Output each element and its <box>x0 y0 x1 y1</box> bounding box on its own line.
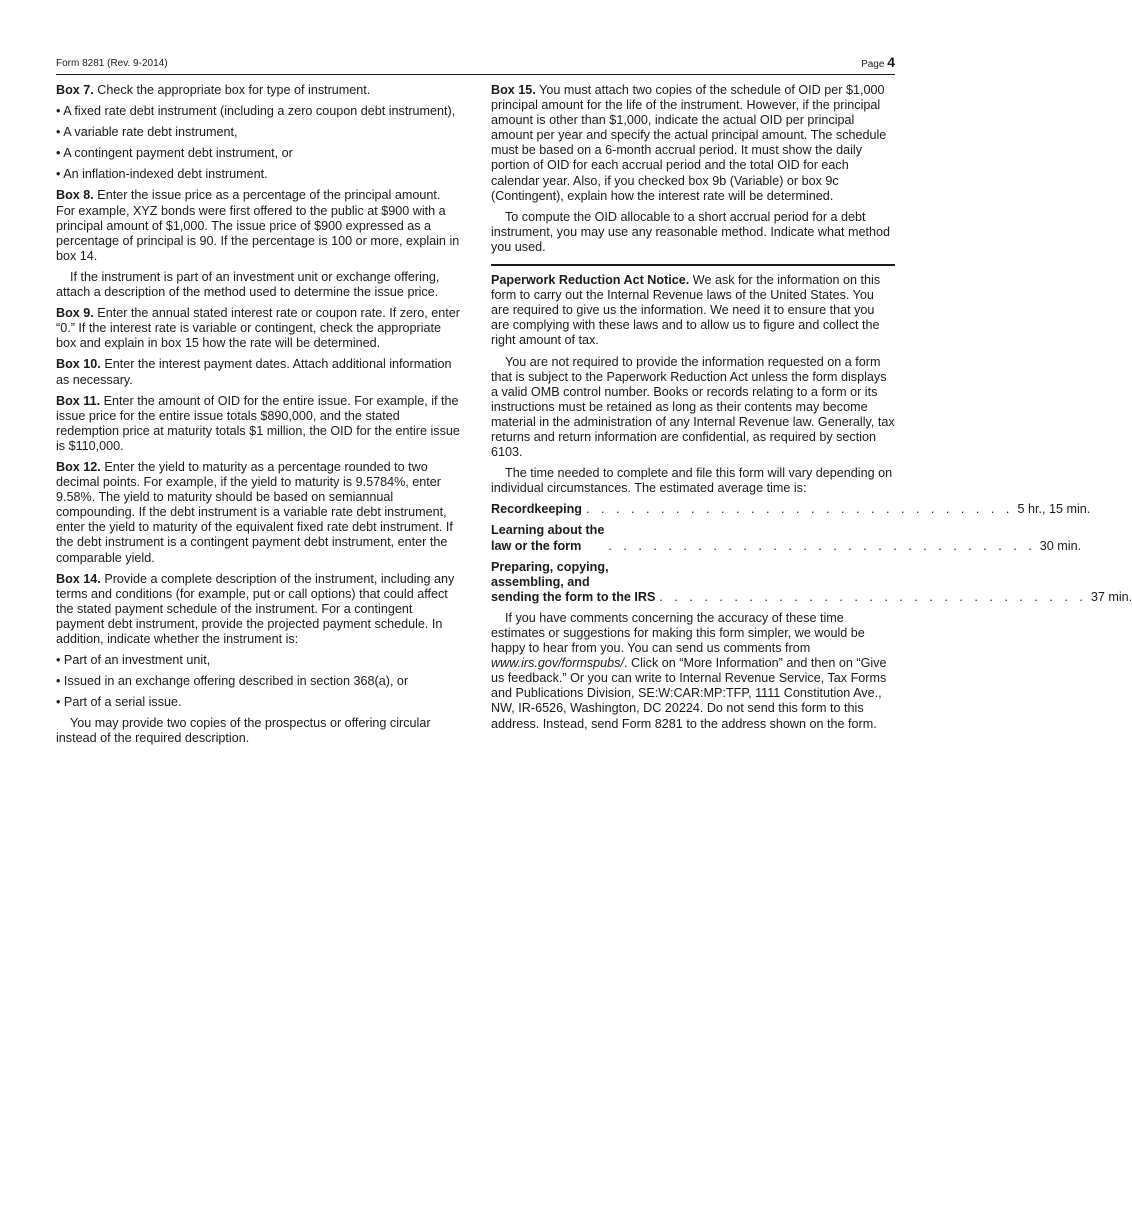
box7-text: Check the appropriate box for type of instrument. <box>97 83 371 97</box>
time-label-line: law or the form <box>491 538 582 553</box>
time-row-recordkeeping <box>491 502 1091 517</box>
page-indicator <box>861 54 895 70</box>
time-label-line: Preparing, copying, <box>491 559 609 574</box>
time-label-line: assembling, and <box>491 574 590 589</box>
box14-bullet: • Issued in an exchange offering described in section 368(a), or <box>56 674 460 689</box>
box12-paragraph <box>56 460 460 566</box>
box15-paragraph-2: To compute the OID allocable to a short accrual period for a debt instrument, you may use any reasonable method. Indicate what method you used. <box>491 209 891 254</box>
dot-leader: . . . . . . . . . . . . . . . . . . . . . . . . . . . . . <box>585 502 1014 517</box>
time-label <box>491 523 604 553</box>
time-label-line: sending the form to the IRS <box>491 589 656 604</box>
box14-bullet: • Part of an investment unit, <box>56 653 460 668</box>
box14-heading: Box 14. <box>56 571 101 586</box>
time-label-line: Learning about the <box>491 523 605 538</box>
box7-bullet: • An inflation-indexed debt instrument. <box>56 167 460 182</box>
pra-text: We ask for the information on this form to carry out the Internal Revenue laws of the United States. You are required to give us the information. We need it to ensure that you are complying with these laws and to allow us to figure and collect the right amount of tax. <box>491 273 881 348</box>
time-label: Recordkeeping <box>491 502 582 517</box>
section-divider <box>491 264 895 266</box>
box11-text: Enter the amount of OID for the entire issue. For example, if the issue price for the entire issue totals $890,000, and the stated redemption price at maturity totals $1 million, the OID for the entire issue is $110,000. <box>56 393 460 453</box>
page-header <box>56 52 895 75</box>
box9-paragraph <box>56 306 460 351</box>
page-number: 4 <box>887 54 895 70</box>
box14-bullet: • Part of a serial issue. <box>56 695 460 710</box>
pra-paragraph <box>491 273 895 348</box>
box14-text: Provide a complete description of the instrument, including any terms and conditions (for example, put or call options) that could affect the stated payment schedule of the instrument. For a contingent payment debt instrument, provide the projected payment schedule. In addition, indicate whether the instrument is: <box>56 571 455 646</box>
box7-bullet: • A contingent payment debt instrument, or <box>56 146 460 161</box>
form-revision: Form 8281 (Rev. 9-2014) <box>56 58 168 69</box>
box9-text: Enter the annual stated interest rate or coupon rate. If zero, enter “0.” If the interest rate is variable or contingent, check the appropriate box and explain in box 15 how the rate will be determined. <box>56 306 460 351</box>
box8-heading: Box 8. <box>56 188 94 203</box>
box10-text: Enter the interest payment dates. Attach additional information as necessary. <box>56 357 452 387</box>
box7-heading: Box 7. <box>56 83 94 97</box>
box15-heading: Box 15. <box>491 83 536 97</box>
time-label <box>491 560 655 605</box>
box12-heading: Box 12. <box>56 459 101 474</box>
pra-paragraph-2: You are not required to provide the information requested on a form that is subject to the Paperwork Reduction Act unless the form displays a valid OMB control number. Books or records relating to a form or its instructions must be retained as long as their contents may become material in the administration of any Internal Revenue law. Generally, tax returns and return information are confidential, as required by section 6103. <box>491 354 895 460</box>
comments-paragraph <box>491 611 895 732</box>
time-value: 5 hr., 15 min. <box>1017 502 1091 517</box>
time-value: 37 min. <box>1090 589 1132 604</box>
dot-leader: . . . . . . . . . . . . . . . . . . . . . . . . . . . . . <box>608 538 1036 553</box>
irs-url-link[interactable]: www.irs.gov/formspubs/ <box>491 656 624 671</box>
box9-heading: Box 9. <box>56 306 94 321</box>
time-row-preparing <box>491 559 1132 605</box>
pra-paragraph-3: The time needed to complete and file this form will vary depending on individual circumstances. The estimated average time is: <box>491 466 893 496</box>
box8-text: Enter the issue price as a percentage of the principal amount. For example, XYZ bonds were first offered to the public at $900 with a principal amount of $1,000. The issue price of $900 expressed as a percentage of principal is 90. If the percentage is 100 or more, explain in box 14. <box>56 188 460 263</box>
box7-bullet: • A fixed rate debt instrument (including a zero coupon debt instrument), <box>56 104 460 119</box>
box14-paragraph <box>56 572 460 647</box>
box10-paragraph <box>56 357 460 387</box>
box15-paragraph <box>491 83 895 204</box>
box10-heading: Box 10. <box>56 357 101 372</box>
time-row-learning <box>491 523 1082 553</box>
comments-text-b: . Click on “More Information” and then on “Give us feedback.” Or you can write to Internal Revenue Service, Tax Forms and Publications Division, SE:W:CAR:MP:TFP, 1111 Constitution Ave., NW, IR-6526, Washington, DC 20224. Do not send this form to this address. Instead, send Form 8281 to the address shown on the form. <box>491 656 887 731</box>
dot-leader: . . . . . . . . . . . . . . . . . . . . . . . . . . . . . <box>659 589 1087 604</box>
box7-bullet: • A variable rate debt instrument, <box>56 125 460 140</box>
box11-heading: Box 11. <box>56 393 101 408</box>
box7-paragraph <box>56 83 460 98</box>
box8-paragraph <box>56 188 460 263</box>
page-label: Page <box>861 59 885 70</box>
pra-heading: Paperwork Reduction Act Notice. <box>491 273 690 288</box>
box12-text: Enter the yield to maturity as a percentage rounded to two decimal points. For example, if the yield to maturity is 9.5784%, enter 9.58%. The yield to maturity should be based on semiannual compounding. If the debt instrument is a variable rate debt instrument, enter the yield to maturity of the equivalent fixed rate debt instrument. If the debt instrument is a contingent payment debt instrument, enter the comparable yield. <box>56 459 453 565</box>
time-value: 30 min. <box>1039 538 1082 553</box>
box8-paragraph-2: If the instrument is part of an investment unit or exchange offering, attach a description of the method used to determine the issue price. <box>56 269 440 300</box>
box15-text: You must attach two copies of the schedule of OID per $1,000 principal amount for the life of the instrument. However, if the principal amount is other than $1,000, indicate the actual OID per principal amount per year and specify the actual principal amount. The schedule must be based on a 6-month accrual period. It must show the daily portion of OID for each accrual period and the total OID for each calendar year. Also, if you checked box 9b (Variable) or box 9c (Contingent), explain how the interest rate will be determined. <box>491 83 887 203</box>
comments-text-a: If you have comments concerning the accuracy of these time estimates or suggestions for making this form simpler, we would be happy to hear from you. You can send us comments from <box>491 610 865 656</box>
box11-paragraph <box>56 394 460 454</box>
left-column <box>56 83 460 753</box>
box14-paragraph-2: You may provide two copies of the prospectus or offering circular instead of the required description. <box>56 716 431 746</box>
right-column <box>491 83 1132 738</box>
